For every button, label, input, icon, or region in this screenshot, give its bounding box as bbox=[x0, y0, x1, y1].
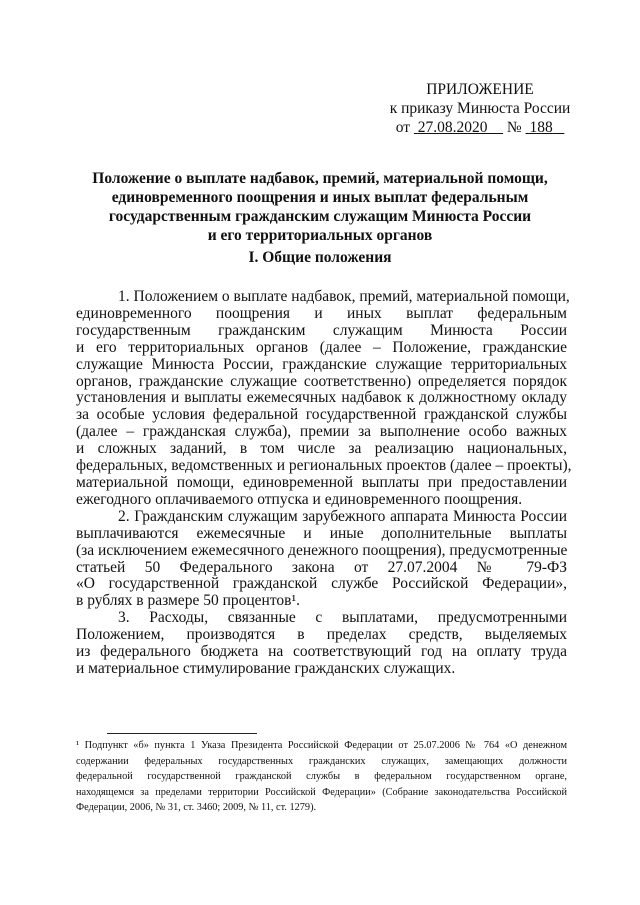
paragraph-line: за особые условия федеральной государственной гражданской службы bbox=[76, 406, 567, 424]
paragraph-line: 1. Положением о выплате надбавок, премий, материальной помощи, bbox=[118, 288, 570, 305]
order-number bbox=[526, 119, 565, 136]
paragraph-line: «О государственной гражданской службе Российской Федерации», bbox=[76, 575, 567, 593]
paragraph-line: выплачиваются ежемесячные и иные дополнительные выплаты bbox=[76, 524, 567, 542]
document-body bbox=[76, 288, 572, 678]
footnote-line: содержании федеральных государственных гражданских служащих, замещающих должности bbox=[76, 755, 567, 767]
paragraph-line: Положением, производятся в пределах средств, выделяемых bbox=[76, 626, 567, 644]
paragraph-line: и материальное стимулирование гражданских служащих. bbox=[76, 659, 456, 677]
title-line: и его территориальных органов bbox=[207, 227, 433, 244]
footnote bbox=[76, 738, 567, 816]
footnote-line: ¹ Подпункт «б» пункта 1 Указа Президента Российской Федерации от 25.07.2006 № 764 «О денежном bbox=[76, 740, 567, 751]
footnote-line: Федерации, 2006, № 31, ст. 3460; 2009, № 11, ст. 1279). bbox=[76, 802, 317, 814]
order-number-value: 188 bbox=[529, 119, 553, 136]
number-prefix: № bbox=[506, 119, 522, 136]
title-line: Положение о выплате надбавок, премий, материальной помощи, bbox=[92, 170, 548, 187]
paragraph-line: статьей 50 Федерального закона от 27.07.2004 № 79-ФЗ bbox=[76, 558, 567, 576]
appendix-header bbox=[380, 80, 580, 137]
date-prefix: от bbox=[395, 119, 411, 136]
title-line: государственным гражданским служащим Минюста России bbox=[108, 208, 532, 225]
section-title: I. Общие положения bbox=[248, 249, 392, 266]
footnote-line: находящемся за пределами территории Российской Федерации» (Собрание законодательства Российской bbox=[76, 786, 567, 798]
document-title bbox=[60, 169, 580, 245]
paragraph-line: служащие Минюста России, гражданские служащие территориальных bbox=[76, 355, 567, 373]
order-reference: к приказу Минюста России bbox=[389, 100, 571, 117]
paragraph-line: и его территориальных органов (далее – Положение, гражданские bbox=[76, 338, 567, 356]
order-date-value: 27.08.2020 bbox=[417, 119, 488, 136]
paragraph-line: в рублях в размере 50 процентов¹. bbox=[76, 592, 300, 610]
order-date-number bbox=[380, 118, 580, 137]
appendix-label: ПРИЛОЖЕНИЕ bbox=[426, 81, 534, 98]
paragraph-line: (за исключением ежемесячного денежного поощрения), предусмотренные bbox=[76, 541, 568, 559]
paragraph-line: установления и выплаты ежемесячных надбавок к должностному окладу bbox=[76, 389, 567, 407]
paragraph-line: государственным гражданским служащим Минюста России bbox=[76, 321, 567, 339]
paragraph-line: единовременного поощрения и иных выплат федеральным bbox=[76, 304, 567, 322]
paragraph-1 bbox=[76, 288, 572, 509]
paragraph-line: материальной помощи, единовременной выплаты при предоставлении bbox=[76, 473, 567, 491]
paragraph-line: федеральных, ведомственных и региональных проектов (далее – проекты), bbox=[76, 457, 572, 475]
paragraph-line: и сложных заданий, в том числе за реализацию национальных, bbox=[76, 440, 567, 458]
footnote-divider bbox=[107, 733, 257, 734]
footnote-line: федеральной государственной гражданской службы в федеральном государственном органе, bbox=[76, 771, 567, 783]
paragraph-3 bbox=[76, 610, 567, 678]
paragraph-2 bbox=[76, 509, 567, 610]
paragraph-line: 3. Расходы, связанные с выплатами, предусмотренными bbox=[118, 609, 567, 627]
order-date bbox=[414, 119, 503, 136]
paragraph-line: ежегодного оплачиваемого отпуска и единовременного поощрения. bbox=[76, 490, 523, 508]
paragraph-line: органов, гражданские служащие соответственно) определяется порядок bbox=[76, 372, 567, 390]
paragraph-line: из федерального бюджета на соответствующий год на оплату труда bbox=[76, 643, 567, 661]
paragraph-line: 2. Гражданским служащим зарубежного аппарата Минюста России bbox=[118, 507, 567, 525]
title-line: единовременного поощрения и иных выплат федеральным bbox=[111, 189, 529, 206]
paragraph-line: (далее – гражданская служба), премии за выполнение особо важных bbox=[76, 423, 567, 441]
